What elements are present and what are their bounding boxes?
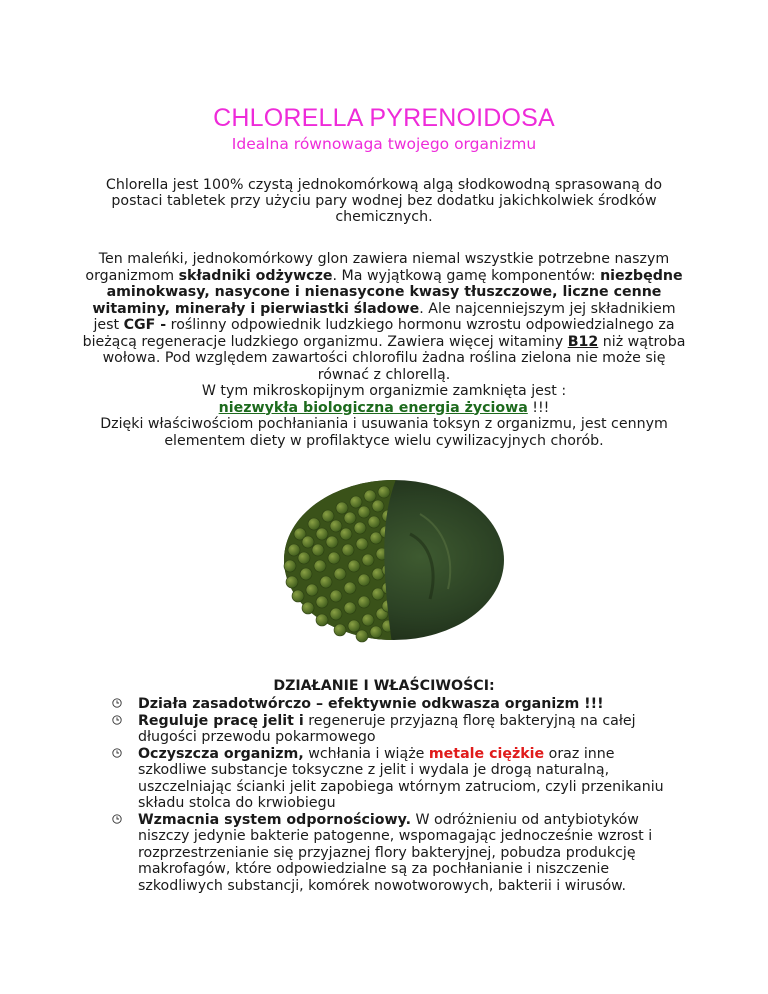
clock-bullet-icon	[112, 698, 122, 708]
clock-bullet-icon	[112, 814, 122, 824]
body-text-6: W tym mikroskopijnym organizmie zamknięta jest :	[201, 383, 567, 399]
body-bold-components: niezbędne aminokwasy, nasycone i nienasycone kwasy tłuszczowe, liczne cenne witaminy, minerały i pierwiastki śladowe	[92, 267, 683, 317]
feature-1-bold: Działa zasadotwórczo – efektywnie odkwasza organizm !!!	[138, 696, 604, 712]
feature-2-bold: Reguluje pracę jelit i	[138, 712, 304, 729]
description-paragraph	[82, 251, 686, 449]
feature-4-bold: Wzmacnia system odpornościowy.	[138, 811, 411, 828]
body-text-7: Dzięki właściwościom pochłaniania i usuwania toksyn z organizmu, jest cennym elementem diety w profilaktyce wielu cywilizacyjnych chorób.	[100, 416, 668, 449]
intro-line-3: chemicznych.	[335, 209, 433, 225]
list-item	[112, 696, 672, 713]
list-item	[112, 812, 672, 895]
section-title: DZIAŁANIE I WŁAŚCIWOŚCI:	[273, 678, 495, 694]
body-text-5: niż wątroba wołowa. Pod względem zawartości chlorofilu żadna roślina zielona nie może się równać z chlorellą.	[102, 333, 686, 383]
body-bold-nutrients: składniki odżywcze	[178, 267, 333, 284]
chlorella-tablets-powder-image	[270, 474, 510, 644]
body-text-2: . Ma wyjątkową gamę komponentów:	[332, 267, 601, 284]
intro-paragraph	[100, 177, 668, 225]
body-energy-highlight: niezwykła biologiczna energia życiowa	[218, 399, 528, 416]
feature-3-highlight: metale ciężkie	[428, 745, 545, 762]
body-text-1: Ten maleńki, jednokomórkowy glon zawiera niemal wszystkie potrzebne naszym organizmom	[85, 251, 670, 284]
features-list	[112, 696, 672, 894]
intro-line-1: Chlorella jest 100% czystą jednokomórkową algą słodkowodną sprasowaną do	[105, 177, 663, 193]
feature-3-text: wchłania i wiąże	[303, 745, 429, 762]
page-title: CHLORELLA PYRENOIDOSA	[213, 104, 555, 132]
feature-2-text: regeneruje przyjazną florę bakteryjną na całej długości przewodu pokarmowego	[138, 712, 636, 745]
list-item	[112, 713, 672, 746]
clock-bullet-icon	[112, 715, 122, 725]
body-bold-cgf: CGF -	[123, 317, 167, 333]
intro-line-2: postaci tabletek przy użyciu pary wodnej bez dodatku jakichkolwiek środków	[111, 193, 657, 209]
list-item	[112, 746, 672, 812]
body-text-3: . Ale najcenniejszym jej składnikiem jest	[93, 300, 676, 333]
body-text-4: roślinny odpowiednik ludzkiego hormonu wzrostu odpowiedzialnego za bieżącą regeneracje ludzkiego organizmu. Zawiera więcej witaminy	[82, 317, 675, 350]
feature-3-text-2: oraz inne szkodliwe substancje toksyczne z jelit i wydala je drogą naturalną, uszczelniając ścianki jelit zapobiega wtórnym zatruciom, czyli przenikaniu składu stolca do krwiobiegu	[138, 745, 664, 811]
feature-4-text: W odróżnieniu od antybiotyków niszczy jedynie bakterie patogenne, wspomagając jednocześnie wzrost i rozprzestrzenianie się przyjaznej flory bakteryjnej, pobudza produkcję makrofagów, które odpowiedzialne są za pochłanianie i niszczenie szkodliwych substancji, komórek nowotworowych, bakterii i wirusów.	[138, 811, 653, 894]
body-energy-suffix: !!!	[527, 399, 550, 416]
feature-3-bold: Oczyszcza organizm,	[138, 745, 304, 762]
body-b12-link: B12	[567, 333, 599, 350]
clock-bullet-icon	[112, 748, 122, 758]
page-subtitle: Idealna równowaga twojego organizmu	[231, 135, 537, 153]
